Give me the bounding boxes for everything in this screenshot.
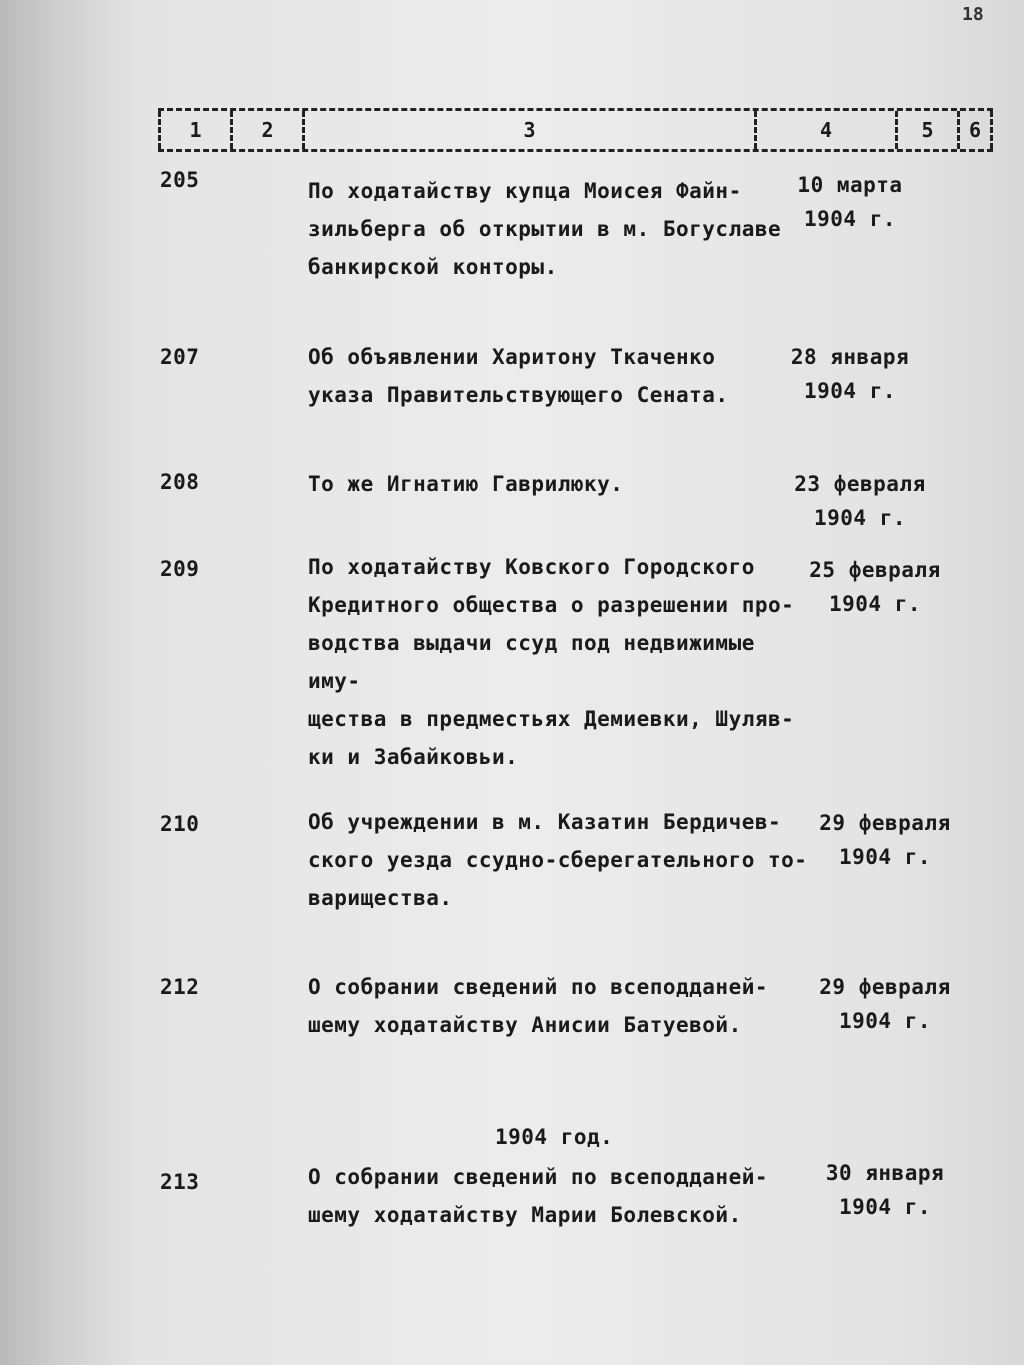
year-heading: 1904 год.: [495, 1125, 614, 1149]
column-header-4: 4: [754, 111, 895, 149]
entry-text: Об учреждении в м. Казатин Бердичев- ского уезда ссудно-сберегательного то- варищества.: [308, 810, 808, 910]
entry-date: 28 января 1904 г.: [790, 345, 910, 403]
entry-date: 23 февраля 1904 г.: [794, 472, 926, 530]
entry-number: 209: [160, 557, 200, 581]
entry-number: 212: [160, 975, 200, 999]
entry-date: 29 февраля 1904 г.: [819, 811, 951, 869]
entry-number: 205: [160, 168, 200, 192]
column-header-5: 5: [895, 111, 957, 149]
column-header-1: 1: [158, 111, 230, 149]
entry-date: 29 февраля 1904 г.: [819, 975, 951, 1033]
entry-text: О собрании сведений по всеподданей- шему ходатайству Марии Болевской.: [308, 1165, 769, 1227]
column-header-2: 2: [230, 111, 302, 149]
entry-text: То же Игнатию Гаврилюку.: [308, 472, 624, 496]
entry-number: 207: [160, 345, 200, 369]
entry-number: 208: [160, 470, 200, 494]
entry-text: По ходатайству Ковского Городского Кредитного общества о разрешении про- водства выдачи ссуд под недвижимые иму- щества в предместьях Демиевки, Шуляв- ки и Забайковьи.: [308, 555, 795, 769]
entry-date: 25 февраля 1904 г.: [809, 558, 941, 616]
entry-date: 30 января 1904 г.: [825, 1161, 945, 1219]
column-header-6: 6: [957, 111, 993, 149]
entry-number: 210: [160, 812, 200, 836]
entry-date: 10 марта 1904 г.: [797, 173, 903, 231]
entry-text: По ходатайству купца Моисея Файн- зильберга об открытии в м. Богуславе банкирской конторы.: [308, 179, 782, 279]
column-header-3: 3: [302, 111, 754, 149]
entry-text: Об объявлении Харитону Ткаченко указа Правительствующего Сената.: [308, 345, 729, 407]
page-number: 18: [962, 4, 984, 25]
entry-text: О собрании сведений по всеподданей- шему ходатайству Анисии Батуевой.: [308, 975, 769, 1037]
table-header: [158, 108, 993, 152]
entry-number: 213: [160, 1170, 200, 1194]
